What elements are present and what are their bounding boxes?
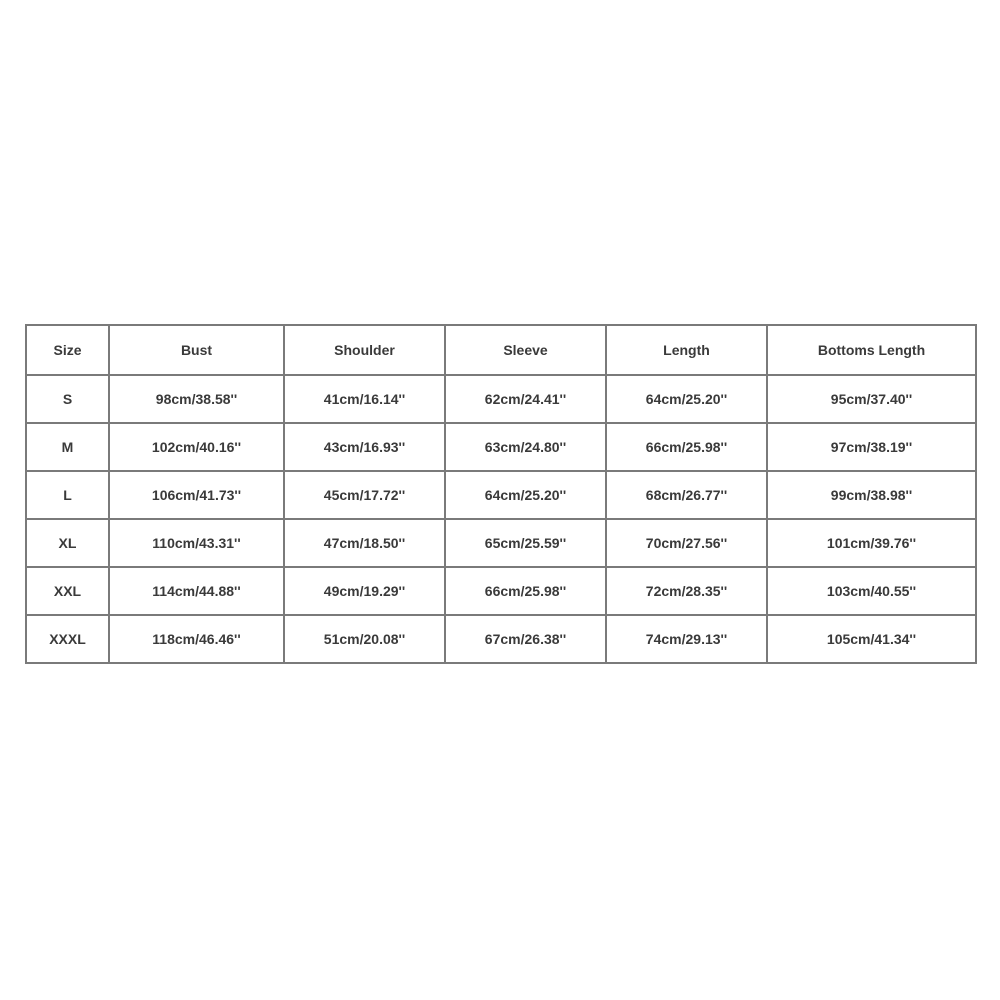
table-row [26, 615, 976, 663]
length-cell: 70cm/27.56'' [606, 519, 767, 567]
size-cell: M [26, 423, 109, 471]
bust-cell: 118cm/46.46'' [109, 615, 284, 663]
length-cell: 64cm/25.20'' [606, 375, 767, 423]
shoulder-cell: 43cm/16.93'' [284, 423, 445, 471]
shoulder-cell: 51cm/20.08'' [284, 615, 445, 663]
shoulder-cell: 49cm/19.29'' [284, 567, 445, 615]
bottoms-length-cell: 105cm/41.34'' [767, 615, 976, 663]
header-bust: Bust [109, 325, 284, 375]
shoulder-cell: 45cm/17.72'' [284, 471, 445, 519]
sleeve-cell: 63cm/24.80'' [445, 423, 606, 471]
size-cell: S [26, 375, 109, 423]
header-size: Size [26, 325, 109, 375]
sleeve-cell: 67cm/26.38'' [445, 615, 606, 663]
bottoms-length-cell: 99cm/38.98'' [767, 471, 976, 519]
length-cell: 72cm/28.35'' [606, 567, 767, 615]
table-row [26, 375, 976, 423]
bottoms-length-cell: 103cm/40.55'' [767, 567, 976, 615]
size-cell: XXL [26, 567, 109, 615]
sleeve-cell: 64cm/25.20'' [445, 471, 606, 519]
shoulder-cell: 41cm/16.14'' [284, 375, 445, 423]
table-row [26, 567, 976, 615]
size-cell: XL [26, 519, 109, 567]
header-length: Length [606, 325, 767, 375]
bust-cell: 102cm/40.16'' [109, 423, 284, 471]
header-row [26, 325, 976, 375]
length-cell: 68cm/26.77'' [606, 471, 767, 519]
header-shoulder: Shoulder [284, 325, 445, 375]
header-sleeve: Sleeve [445, 325, 606, 375]
bottoms-length-cell: 95cm/37.40'' [767, 375, 976, 423]
bottoms-length-cell: 97cm/38.19'' [767, 423, 976, 471]
bottoms-length-cell: 101cm/39.76'' [767, 519, 976, 567]
length-cell: 74cm/29.13'' [606, 615, 767, 663]
header-bottoms-length: Bottoms Length [767, 325, 976, 375]
bust-cell: 114cm/44.88'' [109, 567, 284, 615]
bust-cell: 110cm/43.31'' [109, 519, 284, 567]
table-row [26, 423, 976, 471]
shoulder-cell: 47cm/18.50'' [284, 519, 445, 567]
sleeve-cell: 66cm/25.98'' [445, 567, 606, 615]
length-cell: 66cm/25.98'' [606, 423, 767, 471]
table-row [26, 471, 976, 519]
bust-cell: 98cm/38.58'' [109, 375, 284, 423]
bust-cell: 106cm/41.73'' [109, 471, 284, 519]
size-cell: L [26, 471, 109, 519]
sleeve-cell: 62cm/24.41'' [445, 375, 606, 423]
size-cell: XXXL [26, 615, 109, 663]
sleeve-cell: 65cm/25.59'' [445, 519, 606, 567]
size-chart-table [25, 324, 977, 664]
table-row [26, 519, 976, 567]
